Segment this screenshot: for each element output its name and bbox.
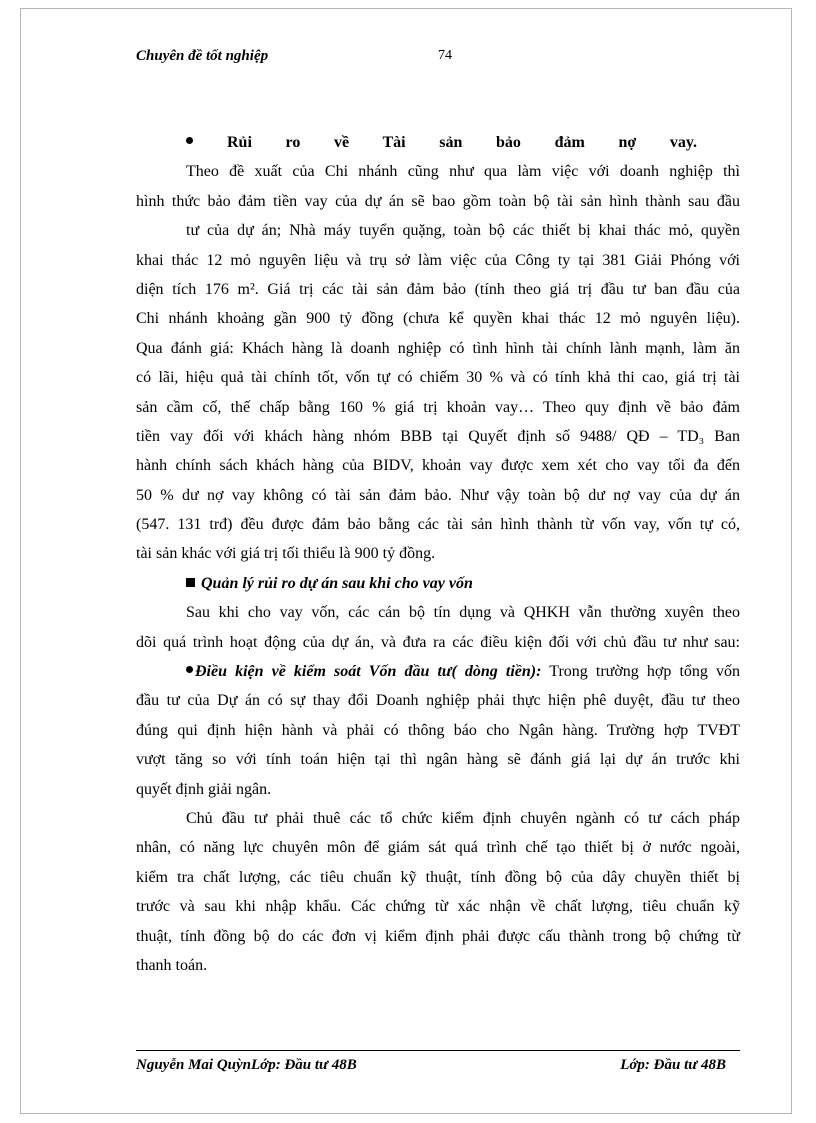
paragraph-line: thanh toán. — [136, 956, 208, 974]
bullet-icon — [186, 666, 193, 673]
paragraph-line: hình thức bảo đảm tiền vay của dự án sẽ bao gồm toàn bộ tài sản hình thành sau đầu — [136, 192, 740, 210]
paragraph-line: đầu tư của Dự án có sự thay đổi Doanh nghiệp phải thực hiện phê duyệt, đầu tư theo — [136, 692, 740, 710]
paragraph-line: dõi quá trình hoạt động của dự án, và đưa ra các điều kiện đối với chủ đầu tư như sau: — [136, 633, 740, 651]
bullet-icon — [186, 137, 193, 144]
footer-divider — [136, 1050, 740, 1051]
paragraph-line: thuật, tính đồng bộ do các đơn vị kiểm định phải được cấu thành trong bộ chứng từ — [136, 927, 740, 945]
paragraph-line: hành chính sách khách hàng của BIDV, khoản vay được xem xét cho vay tối đa đến — [136, 457, 740, 475]
section-heading-post-loan — [136, 569, 740, 598]
paragraph-line: sản cầm cố, thế chấp bằng 160 % giá trị khoản vay… Theo quy định về bảo đảm — [136, 398, 740, 416]
paragraph-line: 50 % dư nợ vay không có tài sản đảm bảo. Như vậy toàn bộ dư nợ vay của dự án — [136, 486, 740, 504]
paragraph-line: diện tích 176 m². Giá trị các tài sản đảm bảo (tính theo giá trị đầu tư ban đầu của — [136, 280, 740, 298]
paragraph-line: khai thác 12 mỏ nguyên liệu và trụ sở làm việc của Công ty tại 381 Giải Phóng với — [136, 251, 740, 269]
paragraph-line: vượt tăng so với tính toán hiện tại thì ngân hàng sẽ đánh giá lại dự án trước khi — [136, 751, 740, 769]
paragraph-line: Qua đánh giá: Khách hàng là doanh nghiệp có tình hình tài chính lành mạnh, làm ăn — [136, 339, 740, 357]
page-footer — [136, 1057, 740, 1079]
paragraph-line: có lãi, hiệu quả tài chính tốt, vốn tự có chiếm 30 % và có tính khả thi cao, giá trị tài — [136, 369, 740, 387]
paragraph-line: đúng qui định hiện hành và phải có thông báo cho Ngân hàng. Trường hợp TVĐT — [136, 721, 740, 739]
paragraph-line: tư của dự án; Nhà máy tuyển quặng, toàn bộ các thiết bị khai thác mỏ, quyền — [186, 222, 740, 240]
paragraph-line: tiền vay đối với khách hàng nhóm BBB tại Quyết định số 9488/ QĐ – TD₃ Ban — [136, 427, 740, 445]
paragraph-line: (547. 131 trđ) đều được đảm bảo bằng các tài sản hình thành từ vốn vay, vốn tự có, — [136, 516, 740, 534]
page-number: 74 — [438, 48, 452, 63]
footer-author: Nguyễn Mai QuỳnLớp: Đầu tư 48B — [136, 1057, 357, 1073]
document-body — [136, 128, 740, 980]
condition-text: Trong trường hợp tổng vốn — [541, 663, 740, 681]
section-heading-text: Quản lý rủi ro dự án sau khi cho vay vốn — [201, 574, 473, 592]
paragraph-line: tài sản khác với giá trị tối thiểu là 900 tỷ đồng. — [136, 545, 436, 563]
page-header — [136, 48, 740, 70]
paragraph-line: Chủ đầu tư phải thuê các tổ chức kiểm định chuyên ngành có tư cách pháp — [186, 809, 740, 827]
header-title: Chuyên đề tốt nghiệp — [136, 48, 269, 64]
paragraph-line: Chi nhánh khoảng gần 900 tỷ đồng (chưa kể quyền khai thác 12 mỏ nguyên liệu). — [136, 310, 740, 328]
square-bullet-icon — [186, 578, 195, 587]
paragraph-line: Theo đề xuất của Chi nhánh cũng như qua làm việc với doanh nghiệp thì — [186, 163, 740, 181]
section-heading-text: Rủi ro về Tài sản bảo đảm nợ vay. — [227, 134, 697, 151]
paragraph-line: nhân, có năng lực chuyên môn để giám sát quá trình chế tạo thiết bị ở nước ngoài, — [136, 839, 740, 857]
paragraph-line: quyết định giải ngân. — [136, 780, 272, 798]
paragraph-line: Sau khi cho vay vốn, các cán bộ tín dụng và QHKH vẫn thường xuyên theo — [186, 604, 740, 622]
paragraph-line: kiểm tra chất lượng, các tiêu chuẩn kỹ thuật, tính đồng bộ của dây chuyền thiết bị — [136, 868, 740, 886]
paragraph-line: trước và sau khi nhập khẩu. Các chứng từ xác nhận về chất lượng, tiêu chuẩn kỹ — [136, 898, 740, 916]
condition-heading-line — [136, 657, 740, 686]
condition-label: Điều kiện về kiểm soát Vốn đầu tư( dòng tiền): — [195, 663, 542, 681]
footer-class: Lớp: Đầu tư 48B — [620, 1057, 726, 1073]
section-heading-collateral-risk — [136, 128, 740, 157]
